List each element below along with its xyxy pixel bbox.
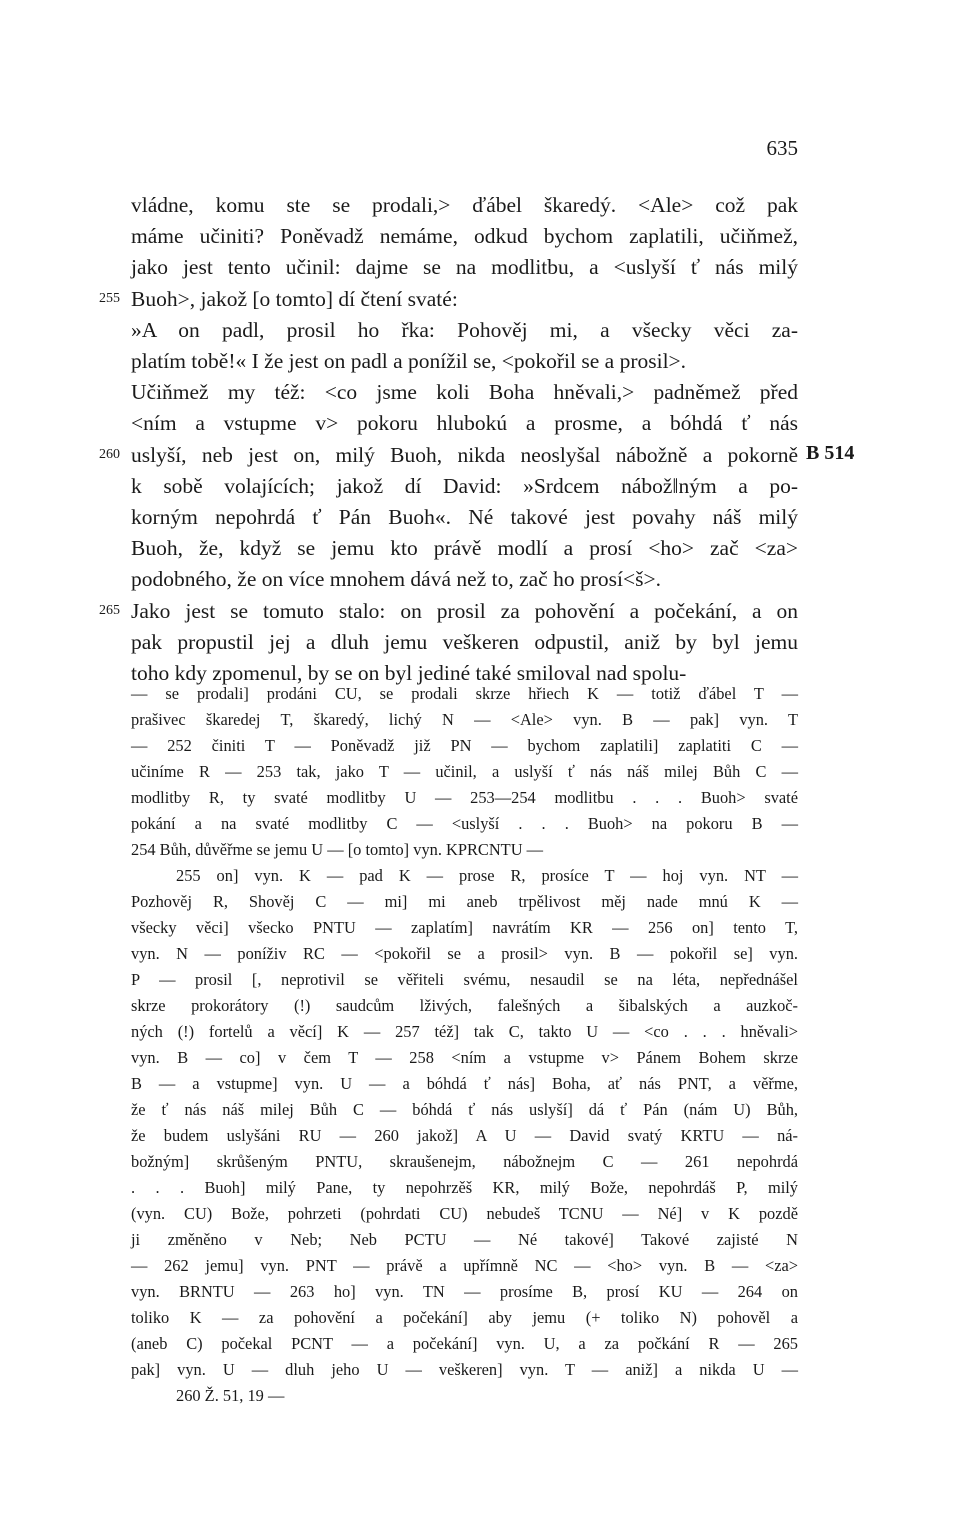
apparatus-line: . . . Buoh] milý Pane, ty nepohrzěš KR, milý Bože, nepohrdáš P, milý [131,1178,798,1197]
apparatus-line: — se prodali] prodáni CU, se prodali skrze hřiech K — totiž ďábel T — [131,684,798,703]
line-number [80,251,120,283]
line-number [80,189,120,221]
text-line: Buoh, že, když se jemu kto právě modlí a prosí <ho> zač <za> [131,536,798,561]
apparatus-line: toliko K — za pohovění a počekání] aby jemu (+ toliko N) pohověl a [131,1308,798,1327]
text-line: toho kdy zpomenul, by se on byl jediné také smiloval nad spolu- [131,661,687,685]
text-line: jako jest tento učinil: dajme se na modlitbu, a <uslyší ť nás milý [131,255,798,280]
text-line: pak propustil jej a dluh jemu veškeren odpustil, aniž by byl jemu [131,629,798,654]
apparatus-line: 260 Ž. 51, 19 — [176,1386,285,1405]
apparatus-line: pokání a na svaté modlitby C — <uslyší . . . Buoh> na pokoru B — [131,814,798,833]
line-number [80,376,120,408]
text-line: uslyší, neb jest on, milý Buoh, nikda neoslyšal nábožně a pokorně [131,442,798,467]
apparatus-line: prašivec škaredej T, škaredý, lichý N — <Ale> vyn. B — pak] vyn. T [131,710,798,729]
line-number [80,470,120,502]
line-number [80,501,120,533]
text-line: vládne, komu ste se prodali,> ďábel škaredý. <Ale> což pak [131,193,798,217]
line-number [80,626,120,658]
apparatus-line: (vyn. CU) Bože, pohrzeti (pohrdati CU) nebudeš TCNU — Né] v K pozdě [131,1204,798,1223]
page-number: 635 [766,136,798,160]
text-line: Buoh>, jakož [o tomto] dí čtení svaté: [131,286,458,311]
text-line: korným nepohrdá ť Pán Buoh«. Né takové jest povahy náš milý [131,505,798,529]
text-line: podobného, že on více mnohem dává než to, zač ho prosí<š>. [131,567,661,592]
apparatus-line: modlitby R, ty svaté modlitby U — 253—254 modlitbu . . . Buoh> svaté [131,788,798,807]
text-line: »A on padl, prosil ho řka: Pohověj mi, a všecky věci za- [131,317,798,342]
apparatus-line: 255 on] vyn. K — pad K — prose R, prosíce T — hoj vyn. NT — [176,866,798,885]
line-number: 265 [99,602,120,618]
apparatus-line: — 262 jemu] vyn. PNT — právě a upřímně NC — <ho> vyn. B — <za> [131,1256,798,1275]
margin-reference: B 514 [806,442,855,464]
apparatus-line: skrze prokorátory (!) saudcům lživých, falešných a šibalských a auzkoč- [131,996,798,1015]
apparatus-line: ji změněno v Neb; Neb PCTU — Né takové] Takové zajisté N [131,1230,798,1249]
text-line: platím tobě!« I že jest on padl a ponížil se, <pokořil se a prosil>. [131,349,687,373]
text-line: Učiňmež my též: <co jsme koli Boha hněvali,> padněmež před [131,380,798,405]
apparatus-line: pak] vyn. U — dluh jeho U — veškeren] vyn. T — aniž] a nikda U — [131,1360,798,1379]
apparatus-line: vyn. N — poníživ RC — <pokořil se a prosil> vyn. B — pokořil se] vyn. [131,944,798,963]
line-number: 260 [99,446,120,462]
apparatus-line: Pozhověj R, Shověj C — mi] mi aneb trpělivost měj nade mnú K — [131,892,798,911]
line-number [80,314,120,346]
line-number: 255 [99,290,120,306]
text-line: Jako jest se tomuto stalo: on prosil za pohovění a počekání, a on [131,598,798,623]
apparatus-line: vyn. BRNTU — 263 ho] vyn. TN — prosíme B, prosí KU — 264 on [131,1282,798,1301]
apparatus-line: — 252 činiti T — Poněvadž již PN — bychom zaplatili] zaplatiti C — [131,736,798,755]
text-line: <ním a vstupme v> pokoru hlubokú a prosme, a bóhdá ť nás [131,411,798,436]
apparatus-line: všecky věci] všecko PNTU — zaplatím] navrátím KR — 256 on] tento T, [131,918,798,937]
apparatus-line: 254 Bůh, důvěřme se jemu U — [o tomto] vyn. KPRCNTU — [131,840,544,859]
line-number [80,407,120,439]
apparatus-line: že ť nás náš milej Bůh C — bóhdá ť nás uslyší] dá ť Pán (nám U) Bůh, [131,1100,798,1119]
text-line: k sobě volajících; jakož dí David: »Srdcem nábož‖ným a po- [131,473,798,498]
apparatus-line: B — a vstupme] vyn. U — a bóhdá ť nás] Boha, ať nás PNT, a věřme, [131,1074,798,1093]
line-number [80,532,120,564]
apparatus-line: P — prosil [, neprotivil se věřiteli svému, nesaudil se na léta, nepřednášel [131,970,798,989]
line-number [80,345,120,377]
line-number [80,220,120,252]
apparatus-line: vyn. B — co] v čem T — 258 <ním a vstupme v> Pánem Bohem skrze [131,1048,798,1067]
apparatus-line: že budem uslyšáni RU — 260 jakož] A U — David svatý KRTU — ná- [131,1126,798,1145]
line-number [80,563,120,595]
apparatus-line: božným] skrůšeným PNTU, skraušenejm, nábožnejm C — 261 nepohrdá [131,1152,798,1171]
apparatus-line: učiníme R — 253 tak, jako T — učinil, a uslyší ť nás náš milej Bůh C — [131,762,798,781]
apparatus-line: ných (!) fortelů a věcí] K — 257 též] tak C, takto U — <co . . . hněvali> [131,1022,798,1041]
line-number [80,657,120,689]
apparatus-line: (aneb C) počekal PCNT — a počekání] vyn. U, a za počkání R — 265 [131,1334,798,1353]
text-line: máme učiniti? Poněvadž nemáme, odkud bychom zaplatili, učiňmež, [131,224,798,249]
